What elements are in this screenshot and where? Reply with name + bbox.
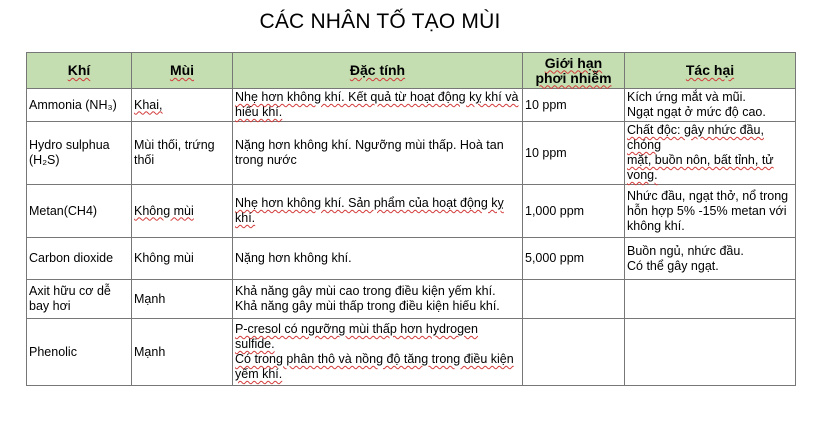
cell-property-text: Khả năng gây mùi cao trong điều kiện yếm khí. Khả năng gây mùi thấp trong điều kiện hiếu khí. bbox=[235, 284, 500, 313]
cell-gas bbox=[27, 89, 132, 122]
cell-harm-text: Buồn ngủ, nhức đầu. Có thể gây ngạt. bbox=[627, 243, 744, 273]
header-gas bbox=[27, 53, 132, 89]
cell-smell bbox=[132, 319, 233, 386]
cell-limit-text: 10 ppm bbox=[525, 145, 567, 160]
cell-smell bbox=[132, 185, 233, 238]
table-row bbox=[27, 280, 796, 319]
header-limit-line2: phơi nhiễm bbox=[535, 69, 612, 86]
cell-harm-text: Nhức đầu, ngạt thở, nổ trong hỗn hợp 5% -15% metan với không khí. bbox=[627, 188, 789, 233]
header-property-label: Đặc tính bbox=[349, 62, 406, 78]
cell-smell-text: Không mùi bbox=[134, 203, 194, 218]
cell-harm-text: Chất độc: gây nhức đầu, chóng mặt, buồn nôn, bất tỉnh, tử vong. bbox=[627, 123, 774, 182]
odor-factors-table bbox=[26, 52, 796, 386]
cell-gas-text: Ammonia (NH₃) bbox=[29, 97, 117, 112]
cell-gas-text: Hydro sulphua (H₂S) bbox=[29, 138, 110, 167]
header-gas-label: Khí bbox=[67, 62, 91, 78]
cell-gas-text: Axit hữu cơ dễ bay hơi bbox=[29, 284, 111, 313]
header-harm-label: Tác hại bbox=[685, 62, 735, 78]
table-row bbox=[27, 319, 796, 386]
cell-harm bbox=[625, 280, 796, 319]
header-limit-line1: Giới hạn bbox=[544, 54, 603, 71]
cell-harm bbox=[625, 122, 796, 185]
cell-gas bbox=[27, 238, 132, 280]
cell-smell bbox=[132, 280, 233, 319]
cell-limit bbox=[523, 319, 625, 386]
cell-property bbox=[233, 238, 523, 280]
cell-smell bbox=[132, 122, 233, 185]
cell-smell-text: Mùi thối, trứng thối bbox=[134, 138, 215, 167]
cell-property-text: Nặng hơn không khí. Ngưỡng mùi thấp. Hoà tan trong nước bbox=[235, 138, 504, 167]
cell-limit-text: 1,000 ppm bbox=[525, 203, 585, 218]
cell-smell bbox=[132, 238, 233, 280]
cell-smell bbox=[132, 89, 233, 122]
cell-harm bbox=[625, 319, 796, 386]
cell-limit bbox=[523, 122, 625, 185]
header-smell-label: Mùi bbox=[169, 62, 195, 78]
cell-smell-text: Không mùi bbox=[134, 251, 194, 265]
header-property bbox=[233, 53, 523, 89]
cell-limit bbox=[523, 89, 625, 122]
cell-harm bbox=[625, 185, 796, 238]
cell-gas bbox=[27, 185, 132, 238]
cell-smell-text: Khai, bbox=[134, 97, 163, 112]
header-smell bbox=[132, 53, 233, 89]
cell-smell-text: Mạnh bbox=[134, 344, 166, 359]
cell-smell-text: Mạnh bbox=[134, 291, 166, 306]
cell-property bbox=[233, 122, 523, 185]
cell-property-text: Nhẹ hơn không khí. Sản phẩm của hoạt động kỵ khí. bbox=[235, 196, 504, 225]
cell-harm bbox=[625, 89, 796, 122]
cell-gas-text: Carbon dioxide bbox=[29, 251, 114, 265]
cell-limit-text: 5,000 ppm bbox=[525, 251, 585, 265]
cell-limit bbox=[523, 185, 625, 238]
cell-limit-text: 10 ppm bbox=[525, 97, 567, 112]
cell-gas bbox=[27, 122, 132, 185]
cell-gas bbox=[27, 280, 132, 319]
cell-gas-text: Phenolic bbox=[29, 344, 77, 359]
cell-property-text: Nặng hơn không khí. bbox=[235, 251, 352, 265]
header-limit bbox=[523, 53, 625, 89]
cell-property bbox=[233, 280, 523, 319]
table-row bbox=[27, 89, 796, 122]
cell-limit bbox=[523, 238, 625, 280]
table-row bbox=[27, 185, 796, 238]
table-header-row bbox=[27, 53, 796, 89]
cell-property bbox=[233, 319, 523, 386]
header-harm bbox=[625, 53, 796, 89]
cell-harm bbox=[625, 238, 796, 280]
cell-harm-text: Kích ứng mắt và mũi. Ngạt ngạt ở mức độ cao. bbox=[627, 90, 766, 119]
cell-limit bbox=[523, 280, 625, 319]
cell-property bbox=[233, 89, 523, 122]
cell-gas-text: Metan(CH4) bbox=[29, 203, 98, 218]
table-row bbox=[27, 238, 796, 280]
page-title: CÁC NHÂN TỐ TẠO MÙI bbox=[259, 10, 501, 33]
table-row bbox=[27, 122, 796, 185]
cell-property-text: P-cresol có ngưỡng mùi thấp hơn hydrogen sulfide. Có trong phân thô và nồng độ tăng trong điều kiện yếm khí. bbox=[235, 322, 514, 381]
cell-property bbox=[233, 185, 523, 238]
cell-gas bbox=[27, 319, 132, 386]
cell-property-text: Nhẹ hơn không khí. Kết quả từ hoạt động kỵ khí và hiếu khí. bbox=[235, 90, 519, 119]
